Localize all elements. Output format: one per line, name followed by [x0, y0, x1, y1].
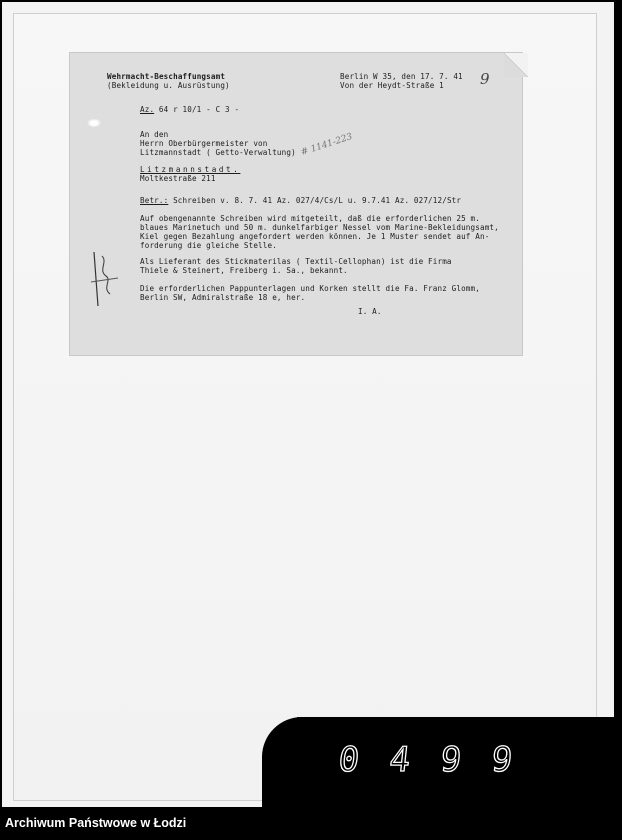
frame-counter: [336, 740, 515, 780]
body-p2-line-1: Als Lieferant des Stickmaterilas ( Textil-Cellophan) ist die Firma: [140, 257, 452, 266]
sender-line-2: (Bekleidung u. Ausrüstung): [107, 81, 230, 90]
counter-digit: [489, 740, 515, 780]
recipient-line-3: Litzmannstadt ( Getto-Verwaltung): [140, 148, 296, 157]
body-p3-line-2: Berlin SW, Admiralstraße 18 e, her.: [140, 293, 306, 302]
handwritten-page-number: 9: [480, 70, 490, 88]
paper-blemish: [86, 118, 102, 128]
margin-ink-mark: [88, 248, 122, 308]
body-p3-line-1: Die erforderlichen Pappunterlagen und Korken stellt die Fa. Franz Glomm,: [140, 284, 480, 293]
recipient-line-2: Herrn Oberbürgermeister von: [140, 139, 268, 148]
reference-line: [140, 105, 239, 114]
closing-signature: I. A.: [358, 307, 382, 316]
svg-text:9: 9: [489, 740, 515, 780]
reference-value: 64 r 10/1 - C 3 -: [158, 105, 240, 114]
reference-label: Az.: [140, 105, 155, 114]
recipient-city: Litzmannstadt.: [140, 165, 241, 174]
counter-digit: [336, 740, 362, 780]
folded-corner: [504, 53, 528, 77]
archive-name: Archiwum Państwowe w Łodzi: [5, 816, 187, 830]
recipient-street: Moltkestraße 211: [140, 174, 216, 183]
place-date: Berlin W 35, den 17. 7. 41: [340, 72, 463, 81]
svg-text:0: 0: [336, 740, 362, 780]
sender-address: Von der Heydt-Straße 1: [340, 81, 444, 90]
svg-text:9: 9: [438, 740, 464, 780]
subject-text: Schreiben v. 8. 7. 41 Az. 027/4/Cs/L u. 9.7.41 Az. 027/12/Str: [173, 196, 462, 205]
counter-digit: [438, 740, 464, 780]
body-p2-line-2: Thiele & Steinert, Freiberg i. Sa., bekannt.: [140, 266, 348, 275]
counter-digit: [387, 740, 413, 780]
svg-text:4: 4: [387, 740, 413, 780]
subject-line: [140, 196, 461, 205]
recipient-line-1: An den: [140, 130, 169, 139]
body-p1-line-1: Auf obengenannte Schreiben wird mitgeteilt, daß die erforderlichen 25 m.: [140, 214, 480, 223]
body-p1-line-3: Kiel gegen Bezahlung angefordert werden können. Je 1 Muster sendet auf An-: [140, 232, 490, 241]
sender-line-1: Wehrmacht-Beschaffungsamt: [107, 72, 226, 81]
subject-label: Betr.:: [140, 196, 169, 205]
body-p1-line-2: blaues Marinetuch und 50 m. dunkelfarbiger Nessel vom Marine-Bekleidungsamt,: [140, 223, 499, 232]
body-p1-line-4: forderung die gleiche Stelle.: [140, 241, 277, 250]
pencil-annotation: # 1141-223: [299, 131, 354, 159]
